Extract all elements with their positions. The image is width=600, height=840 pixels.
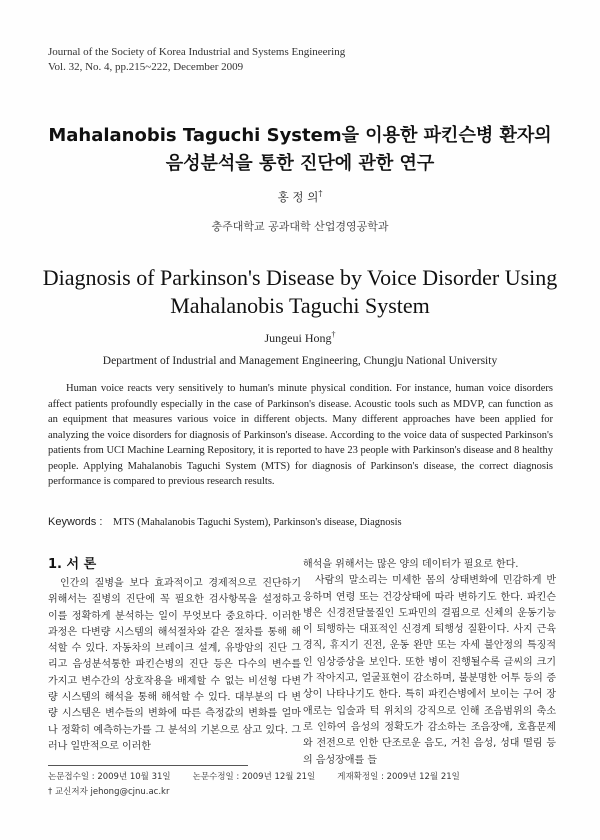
english-title-line1: Diagnosis of Parkinson's Disease by Voice Disorder Using: [42, 265, 558, 290]
footnote-divider: [48, 765, 248, 766]
revised-date: 논문수정일 : 2009년 12월 21일: [192, 772, 316, 782]
section-heading: 1. 서 론: [48, 557, 97, 572]
right-column: [303, 557, 556, 769]
keywords-text: MTS (Mahalanobis Taguchi System), Parkinson's disease, Diagnosis: [113, 517, 402, 528]
keywords-label: Keywords :: [48, 516, 103, 528]
english-title-line2: Mahalanobis Taguchi System: [170, 293, 430, 318]
keywords: [48, 516, 553, 528]
left-column-text: 인간의 질병을 보다 효과적이고 경제적으로 진단하기 위해서는 질병의 진단에 꼭 필요한 검사항목을 설정하고 이를 정확하게 분석하는 일이 무엇보다 중요하다. 이러한 과정은 다변량 시스템의 해석절차와 같은 절차를 통해 해석할 수 있다. 자동차의 브레이크 설계, 유방암의 진단 그리고 음성분석통한 파킨슨병의 진단 등은 다수의 변수를 가지고 변수간의 상호작용을 배제할 수 없는 비선형 다변량 시스템의 해석을 통해 해석할 수 있다. 대부분의 다 변량 시스템은 변수들의 변화에 따른 측정값의 변화를 얼마나 정확히 예측하는가를 그 분석의 기본으로 삼고 있다. 그러나 일반적으로 이러한: [48, 578, 301, 752]
corresponding-author-email: † 교신저자 jehong@cjnu.ac.kr: [48, 787, 170, 797]
korean-author: [0, 189, 600, 205]
korean-affiliation: 충주대학교 공과대학 산업경영공학과: [211, 220, 389, 233]
journal-header: [48, 45, 345, 75]
english-author: [0, 330, 600, 346]
english-affiliation: Department of Industrial and Management Engineering, Chungju National University: [102, 355, 498, 367]
corresponding-mark-en: †: [331, 330, 336, 339]
korean-title-line2: 음성분석을 통한 진단에 관한 연구: [165, 153, 435, 174]
english-title: [0, 264, 600, 320]
corresponding-mark: †: [318, 189, 323, 199]
right-column-para2: 사람의 말소리는 미세한 몸의 상태변화에 민감하게 반응하며 연령 또는 건강상태에 따라 변하기도 한다. 파킨슨병은 신경전달물질인 도파민의 결핍으로 신체의 운동기능이 퇴행하는 대표적인 신경계 퇴행성 질환이다. 사지 근육경직, 휴지기 진전, 운동 완만 또는 자세 불안정의 특징적인 임상증상을 보인다. 또한 병이 진행될수록 글씨의 크기가 작아지고, 얼굴표현이 감소하며, 불분명한 어투 등의 증상이 나타나기도 한다. 특히 파킨슨병에서 보이는 구어 장애로는 입술과 턱 위치의 강직으로 인해 조음범위의 축소로 인하여 음성의 정확도가 감소하는 조음장애, 호흡문제와 전전으로 인한 단조로운 음도, 거친 음성, 성대 떨림 등의 음성장애를 들: [303, 575, 556, 766]
accepted-date: 게재확정일 : 2009년 12월 21일: [337, 772, 460, 782]
journal-volume: Vol. 32, No. 4, pp.215~222, December 2009: [48, 61, 244, 73]
abstract: Human voice reacts very sensitively to human's minute physical condition. For instance, human voice disorders affect patients profoundly especially in the case of Parkinson's disease. Acoustic tools such as MDVP, can function as an equipment that measures various voice in different objects. Many different approaches have been applied for analyzing the voice disorders for diagnosis of Parkinson's disease. According to the voice data of suspected Parkinson's patients from UCI Machine Learning Repository, it is reported to have 23 people with Parkinson's disease and 8 healthy people. Applying Mahalanobis Taguchi System (MTS) for diagnosis of Parkinson's disease, the correct diagnosis performance is compared to previous research results.: [48, 383, 553, 487]
footnote-dates: [48, 770, 460, 782]
korean-title: [0, 122, 600, 178]
right-column-para1: 해석을 위해서는 많은 양의 데이터가 필요로 한다.: [303, 559, 519, 570]
received-date: 논문접수일 : 2009년 10월 31일: [48, 772, 171, 782]
korean-author-name: 홍 정 의: [277, 190, 319, 204]
journal-name: Journal of the Society of Korea Industrial and Systems Engineering: [48, 46, 346, 58]
korean-title-line1: Mahalanobis Taguchi System을 이용한 파킨슨병 환자의: [48, 125, 552, 146]
english-author-name: Jungeui Hong: [264, 331, 332, 345]
